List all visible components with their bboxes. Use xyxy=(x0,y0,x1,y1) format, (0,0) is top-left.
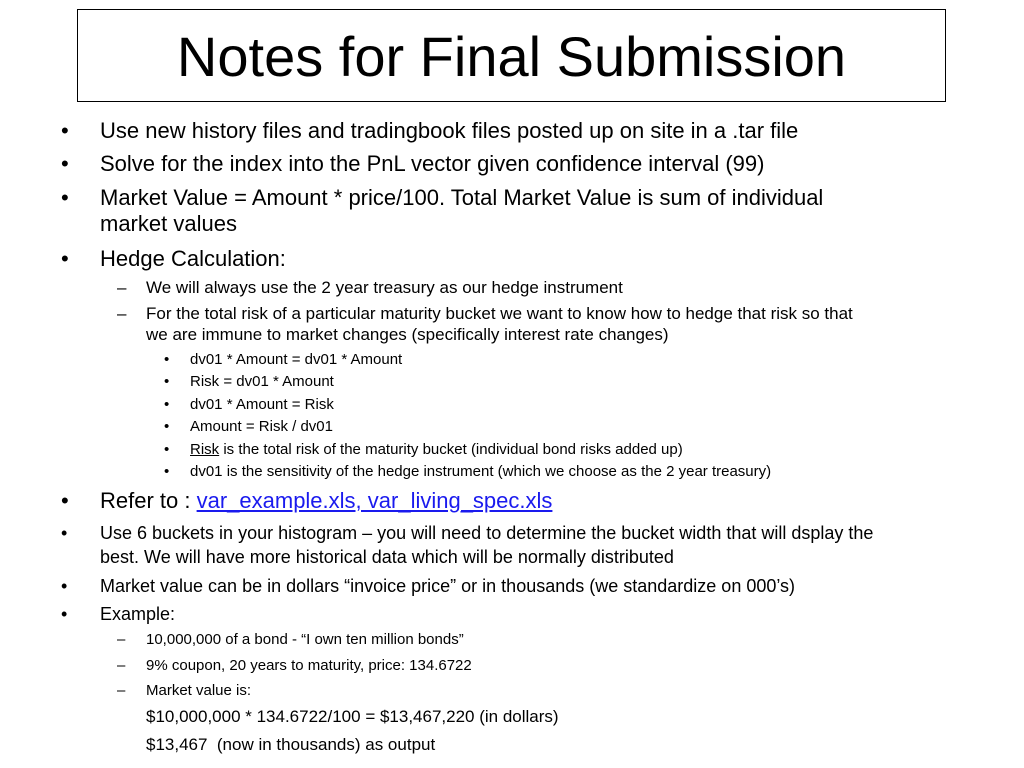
bullet-item-8: Example: xyxy=(100,604,176,624)
bullet-marker: • xyxy=(61,488,69,513)
bullet-marker: • xyxy=(61,604,68,624)
risk-term: Risk xyxy=(190,441,220,458)
bullet-marker: • xyxy=(61,185,69,210)
bullet-marker: • xyxy=(164,441,170,458)
example-calculation-thousands: $13,467 (now in thousands) as output xyxy=(146,735,436,754)
refer-to-item xyxy=(100,488,552,514)
bullet-item-6-line-2: best. We will have more historical data which will be normally distributed xyxy=(100,547,674,567)
bullet-item-1: Use new history files and tradingbook files posted up on site in a .tar file xyxy=(100,118,799,143)
bullet-item-6-line-1: Use 6 buckets in your histogram – you will need to determine the bucket width that will dsplay the xyxy=(100,523,874,543)
sub-item-hedge-2-line-1: For the total risk of a particular maturity bucket we want to know how to hedge that risk so that xyxy=(146,304,853,323)
bullet-marker: • xyxy=(164,463,170,480)
spreadsheet-link[interactable]: var_example.xls, var_living_spec.xls xyxy=(196,488,553,513)
equation-4: Amount = Risk / dv01 xyxy=(190,418,333,435)
bullet-item-3-line-1: Market Value = Amount * price/100. Total Market Value is sum of individual xyxy=(100,185,824,210)
bullet-item-7: Market value can be in dollars “invoice price” or in thousands (we standardize on 000’s) xyxy=(100,576,796,596)
sub-item-hedge-1: We will always use the 2 year treasury as our hedge instrument xyxy=(146,278,623,297)
equation-5 xyxy=(190,439,683,461)
bullet-marker: • xyxy=(164,396,170,413)
bullet-item-2: Solve for the index into the PnL vector given confidence interval (99) xyxy=(100,151,765,176)
example-item-1: 10,000,000 of a bond - “I own ten million bonds” xyxy=(146,631,464,648)
refer-to-label: Refer to : xyxy=(100,488,197,513)
bullet-marker: • xyxy=(61,523,68,543)
dash-marker: – xyxy=(117,657,126,674)
dash-marker: – xyxy=(117,304,127,323)
sub-item-hedge-2-line-2: we are immune to market changes (specifically interest rate changes) xyxy=(146,325,669,344)
bullet-marker: • xyxy=(61,151,69,176)
equation-1: dv01 * Amount = dv01 * Amount xyxy=(190,351,403,368)
bullet-marker: • xyxy=(61,118,69,143)
equation-3: dv01 * Amount = Risk xyxy=(190,396,334,413)
dash-marker: – xyxy=(117,278,127,297)
bullet-marker: • xyxy=(164,373,170,390)
example-calculation-dollars: $10,000,000 * 134.6722/100 = $13,467,220 (in dollars) xyxy=(146,707,559,726)
bullet-item-4: Hedge Calculation: xyxy=(100,246,286,271)
example-item-3: Market value is: xyxy=(146,682,252,699)
page-title: Notes for Final Submission xyxy=(176,24,847,88)
example-item-2: 9% coupon, 20 years to maturity, price: 134.6722 xyxy=(146,657,472,674)
equation-5-text: is the total risk of the maturity bucket (individual bond risks added up) xyxy=(219,441,683,458)
bullet-marker: • xyxy=(164,418,170,435)
equation-6: dv01 is the sensitivity of the hedge instrument (which we choose as the 2 year treasury) xyxy=(190,463,772,480)
bullet-item-3-line-2: market values xyxy=(100,211,237,236)
bullet-marker: • xyxy=(61,246,69,271)
dash-marker: – xyxy=(117,631,126,648)
equation-2: Risk = dv01 * Amount xyxy=(190,373,334,390)
bullet-marker: • xyxy=(61,576,68,596)
bullet-marker: • xyxy=(164,351,170,368)
dash-marker: – xyxy=(117,682,126,699)
